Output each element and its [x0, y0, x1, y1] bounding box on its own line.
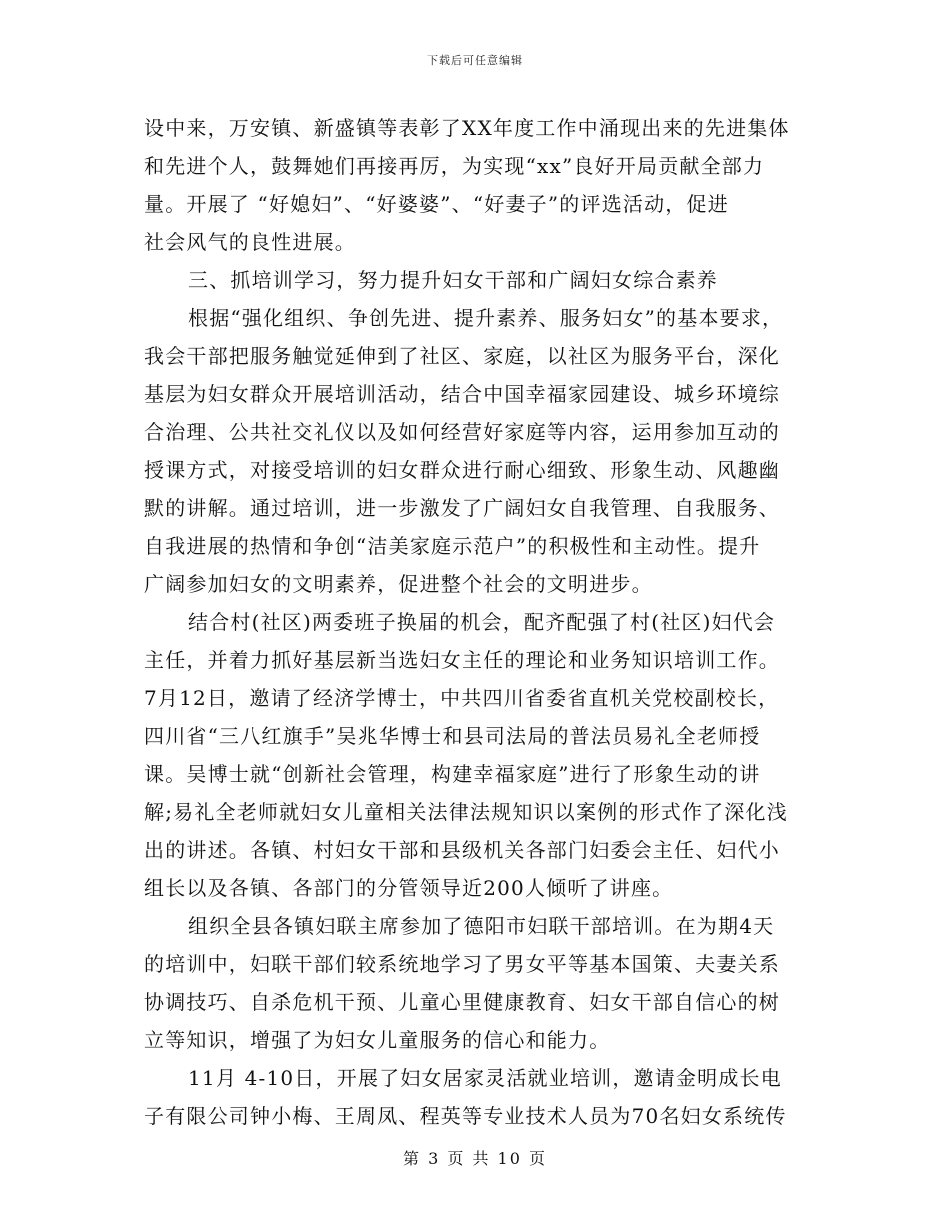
text-line: 结合村(社区)两委班子换届的机会，配齐配强了村(社区)妇代会 [188, 610, 776, 634]
text-line: 课。吴博士就“创新社会管理，构建幸福家庭”进行了形象生动的讲 [144, 762, 761, 786]
text-line: 默的讲解。通过培训，进一步激发了广阔妇女自我管理、自我服务、 [144, 496, 780, 520]
text-line: 自我进展的热情和争创“洁美家庭示范户”的积极性和主动性。提升 [144, 534, 761, 558]
text-line: 四川省“三八红旗手”吴兆华博士和县司法局的普法员易礼全老师授 [144, 724, 761, 748]
text-line: 的培训中，妇联干部们较系统地学习了男女平等基本国策、夫妻关系 [144, 952, 780, 976]
text-line: 授课方式，对接受培训的妇女群众进行耐心细致、形象生动、风趣幽 [144, 458, 780, 482]
text-line: 主任，并着力抓好基层新当选妇女主任的理论和业务知识培训工作。 [144, 648, 780, 672]
text-line: 广阔参加妇女的文明素养，促进整个社会的文明进步。 [144, 572, 653, 596]
text-line: 组织全县各镇妇联主席参加了德阳市妇联干部培训。在为期4天 [188, 914, 775, 938]
text-line: 合治理、公共社交礼仪以及如何经营好家庭等内容，运用参加互动的 [144, 420, 780, 444]
text-line: 7月12日，邀请了经济学博士，中共四川省委省直机关党校副校长， [144, 686, 780, 710]
document-body [144, 109, 808, 1135]
text-line: 设中来，万安镇、新盛镇等表彰了XX年度工作中涌现出来的先进集体 [144, 116, 790, 140]
text-line: 和先进个人，鼓舞她们再接再厉，为实现“xx”良好开局贡献全部力 [144, 154, 765, 178]
text-line: 立等知识，增强了为妇女儿童服务的信心和能力。 [144, 1028, 611, 1052]
text-line: 我会干部把服务触觉延伸到了社区、家庭，以社区为服务平台，深化 [144, 344, 780, 368]
text-line: 根据“强化组织、争创先进、提升素养、服务妇女”的基本要求， [188, 306, 784, 330]
header-note: 下载后可任意编辑 [427, 54, 523, 67]
text-line: 基层为妇女群众开展培训活动，结合中国幸福家园建设、城乡环境综 [144, 382, 780, 406]
text-line: 组长以及各镇、各部门的分管领导近200人倾听了讲座。 [144, 876, 674, 900]
text-line: 社会风气的良性进展。 [144, 230, 356, 254]
text-line: 子有限公司钟小梅、王周凤、程英等专业技术人员为70名妇女系统传 [144, 1104, 787, 1128]
text-line: 出的讲述。各镇、村妇女干部和县级机关各部门妇委会主任、妇代小 [144, 838, 780, 862]
text-line: 协调技巧、自杀危机干预、儿童心里健康教育、妇女干部自信心的树 [144, 990, 780, 1014]
text-line: 解;易礼全老师就妇女儿童相关法律法规知识以案例的形式作了深化浅 [144, 800, 788, 824]
page-number: 第 3 页 共 10 页 [403, 1149, 547, 1168]
text-line: 11月 4-10日，开展了妇女居家灵活就业培训，邀请金明成长电 [188, 1066, 782, 1090]
text-line: 三、抓培训学习，努力提升妇女干部和广阔妇女综合素养 [188, 268, 718, 292]
text-line: 量。开展了 “好媳妇”、“好婆婆”、“好妻子”的评选活动，促进 [144, 192, 729, 216]
